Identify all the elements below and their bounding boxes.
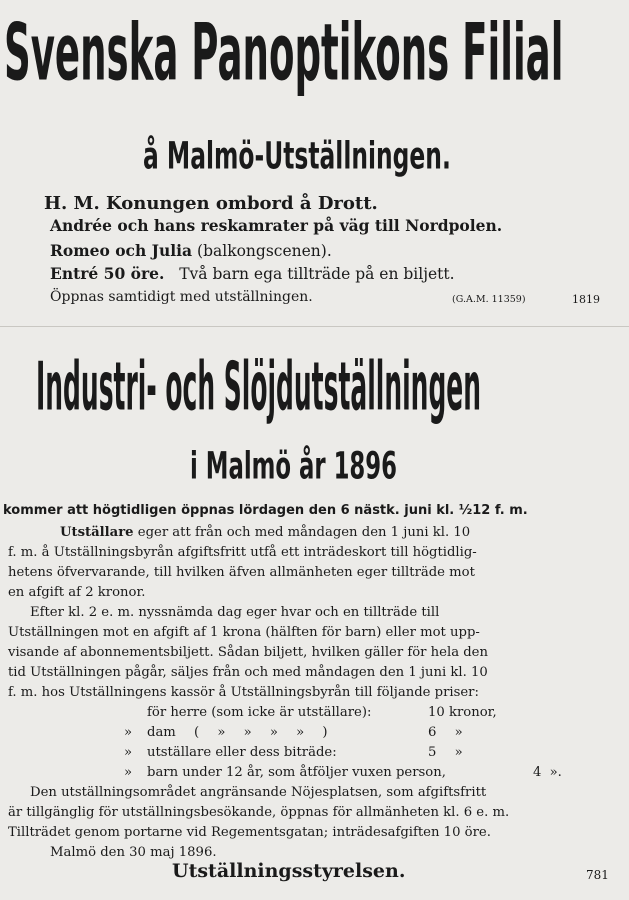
- price-row: [0, 765, 629, 781]
- ad2-para3-line-2: Tillträdet genom portarne vid Regementsgatan; inträdesafgiften 10 öre.: [8, 825, 491, 840]
- ad2-para2-line-0: Efter kl. 2 e. m. nyssnämda dag eger hvar och en tillträde till: [30, 605, 440, 620]
- price-amount: 6 »: [428, 725, 463, 740]
- price-row: [0, 725, 629, 741]
- ad1-line1: H. M. Konungen ombord å Drott.: [44, 193, 378, 214]
- ad2-title: Industri- och Slöjdutställningen: [36, 347, 482, 427]
- price-label: för herre (som icke är utställare):: [147, 705, 372, 720]
- ad2-para3-line-1: är tillgänglig för utställningsbesökande, öppnas för allmänheten kl. 6 e. m.: [8, 805, 510, 820]
- price-row: [0, 745, 629, 761]
- price-lead: »: [124, 725, 133, 740]
- ad1-ref: (G.A.M. 11359): [452, 294, 526, 305]
- ad2-para1-line-1: f. m. å Utställningsbyrån afgiftsfritt utfå ett inträdeskort till högtidlig-: [8, 545, 477, 560]
- ad2-para3-line-0: Den utställningsområdet angränsande Nöjesplatsen, som afgiftsfritt: [30, 785, 487, 800]
- ad2-para2-line-1: Utställningen mot en afgift af 1 krona (hälften för barn) eller mot upp-: [8, 625, 480, 640]
- price-label: dam ( » » » » ): [147, 725, 328, 740]
- ad2-para1-line-0: [60, 525, 470, 540]
- ad1-line4-rest: Två barn ega tillträde på en biljett.: [179, 265, 455, 283]
- ad2-subtitle: i Malmö år 1896: [190, 444, 398, 489]
- ad1-line3-bold: Romeo och Julia: [50, 241, 193, 260]
- price-lead: »: [124, 765, 133, 780]
- ad2-ref-num: 781: [586, 868, 609, 882]
- ad1-title: Svenska Panoptikons Filial: [4, 6, 564, 99]
- ad2-para2-line-4: f. m. hos Utställningens kassör å Utställningsbyrån till följande priser:: [8, 685, 479, 700]
- ad1-line3: [50, 241, 332, 260]
- price-amount: 4 ».: [533, 765, 562, 780]
- ad1-ref-num: 1819: [572, 293, 600, 306]
- price-label: barn under 12 år, som åtföljer vuxen person,: [147, 765, 446, 780]
- ad2-para1-text: eger att från och med måndagen den 1 juni kl. 10: [137, 525, 471, 540]
- ad1-subtitle: å Malmö-Utställningen.: [143, 134, 451, 179]
- ad2-para2-line-2: visande af abonnementsbiljett. Sådan biljett, hvilken gäller för hela den: [8, 645, 488, 660]
- ad1-line5: Öppnas samtidigt med utställningen.: [50, 289, 313, 305]
- price-lead: »: [124, 745, 133, 760]
- price-amount: 10 kronor,: [428, 705, 497, 720]
- ad2-signature: Utställningsstyrelsen.: [172, 860, 406, 882]
- ad2-para2-line-3: tid Utställningen pågår, säljes från och med måndagen den 1 juni kl. 10: [8, 665, 488, 680]
- ad2-date: Malmö den 30 maj 1896.: [50, 845, 217, 860]
- ad1-line3-rest: (balkongscenen).: [197, 242, 332, 260]
- ad2-para1-line-3: en afgift af 2 kronor.: [8, 585, 146, 600]
- price-amount: 5 »: [428, 745, 463, 760]
- ad1-line2: Andrée och hans reskamrater på väg till Nordpolen.: [50, 216, 503, 235]
- ad1-line4-bold: Entré 50 öre.: [50, 264, 165, 283]
- divider: [0, 326, 629, 327]
- ad2-para1-line-2: hetens öfvervarande, till hvilken äfven allmänheten eger tillträde mot: [8, 565, 475, 580]
- ad1-line4: [50, 264, 455, 283]
- ad2-para1-lead: Utställare: [60, 525, 134, 540]
- ad2-opening: kommer att högtidligen öppnas lördagen den 6 nästk. juni kl. ½12 f. m.: [3, 503, 528, 518]
- price-row: [0, 705, 629, 721]
- price-label: utställare eller dess biträde:: [147, 745, 337, 760]
